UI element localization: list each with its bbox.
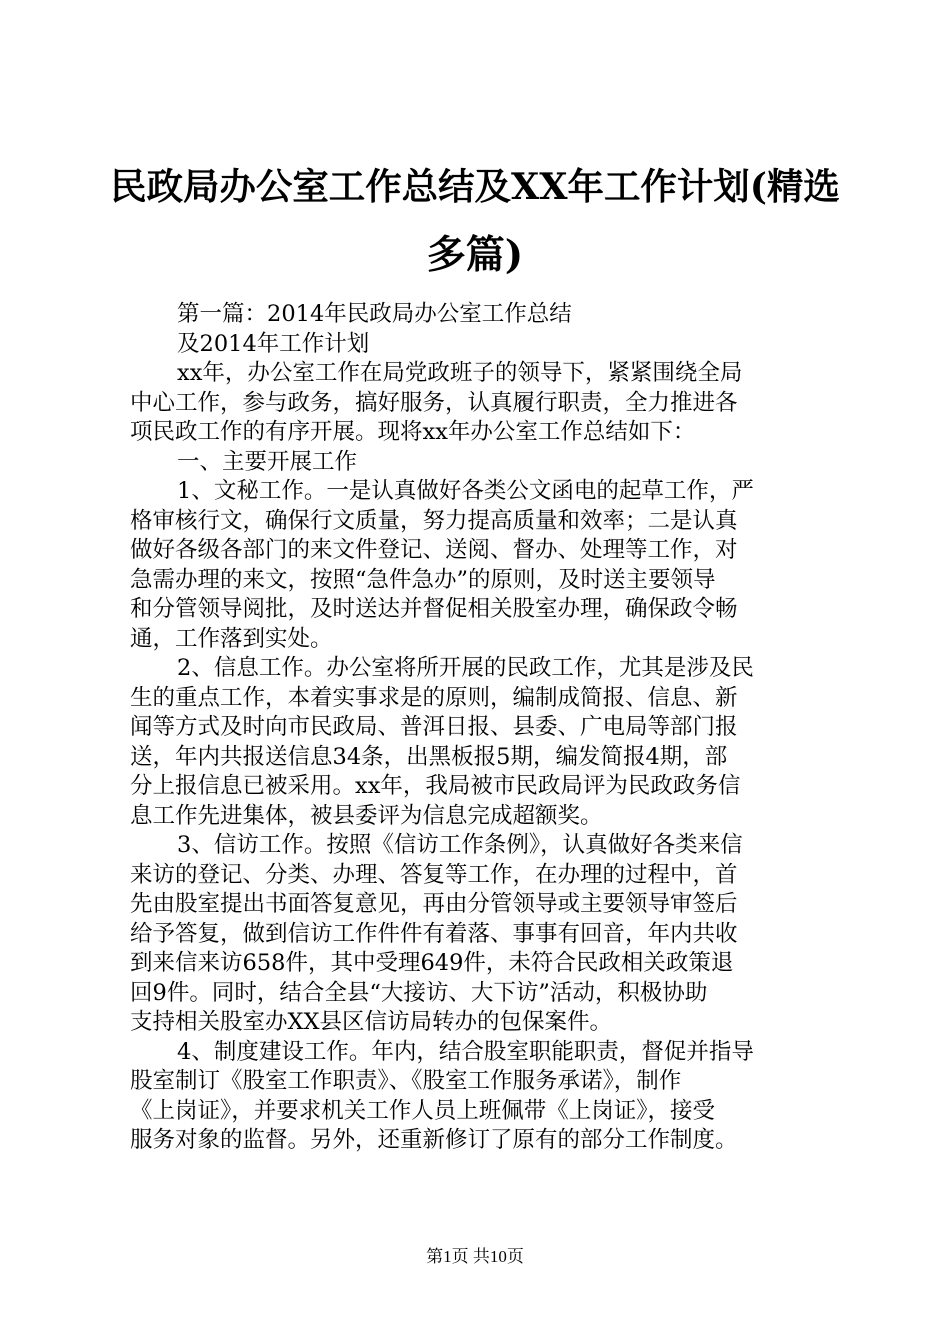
document-title-line-2: 多篇) [426,232,524,278]
body-line: 支持相关股室办XX县区信访局转办的包保案件。 [130,1009,613,1035]
body-line: 到来信来访658件，其中受理649件，未符合民政相关政策退 [130,950,734,976]
body-line: 第一篇：2014年民政局办公室工作总结 [177,301,572,327]
body-line: 通，工作落到实处。 [130,625,333,652]
body-line: xx年，办公室工作在局党政班子的领导下，紧紧围绕全局 [177,360,743,386]
body-line: 做好各级各部门的来文件登记、送阅、督办、处理等工作，对 [130,537,738,563]
body-line: 4、制度建设工作。年内，结合股室职能职责，督促并指导 [177,1038,754,1065]
body-line: 项民政工作的有序开展。现将xx年办公室工作总结如下： [130,419,696,445]
body-line: 中心工作，参与政务，搞好服务，认真履行职责，全力推进各 [130,389,738,416]
body-line: 3、信访工作。按照《信访工作条例》，认真做好各类来信 [177,832,743,858]
body-line: 闻等方式及时向市民政局、普洱日报、县委、广电局等部门报 [130,714,738,740]
document-title-line-1: 民政局办公室工作总结及XX年工作计划(精选 [110,165,840,208]
body-line: 生的重点工作，本着实事求是的原则，编制成简报、信息、新 [130,684,738,711]
body-line: 先由股室提出书面答复意见，再由分管领导或主要领导审签后 [130,891,738,917]
body-line: 《上岗证》，并要求机关工作人员上班佩带《上岗证》，接受 [130,1097,716,1124]
body-line: 送，年内共报送信息34条，出黑板报5期，编发简报4期，部 [130,743,728,770]
body-line: 1、文秘工作。一是认真做好各类公文函电的起草工作，严 [177,478,754,504]
body-line: 回9件。同时，结合全县“大接访、大下访”活动，积极协助 [130,979,708,1006]
body-line: 格审核行文，确保行文质量，努力提高质量和效率；二是认真 [130,507,738,534]
body-line: 及2014年工作计划 [177,330,370,357]
body-line: 分上报信息已被采用。xx年，我局被市民政局评为民政政务信 [130,773,741,799]
body-line: 股室制订《股室工作职责》、《股室工作服务承诺》，制作 [130,1068,682,1094]
page-footer: 第1页 共10页 [426,1247,524,1266]
body-line: 一、主要开展工作 [177,448,358,475]
body-line: 给予答复，做到信访工作件件有着落、事事有回音，年内共收 [130,920,738,947]
body-line: 服务对象的监督。另外，还重新修订了原有的部分工作制度。 [130,1127,738,1153]
body-line: 来访的登记、分类、办理、答复等工作，在办理的过程中，首 [130,861,738,888]
body-line: 2、信息工作。办公室将所开展的民政工作，尤其是涉及民 [177,655,754,681]
body-line: 和分管领导阅批，及时送达并督促相关股室办理，确保政令畅 [130,596,738,622]
body-line: 息工作先进集体，被县委评为信息完成超额奖。 [130,802,603,829]
body-line: 急需办理的来文，按照“急件急办”的原则，及时送主要领导 [130,566,716,593]
